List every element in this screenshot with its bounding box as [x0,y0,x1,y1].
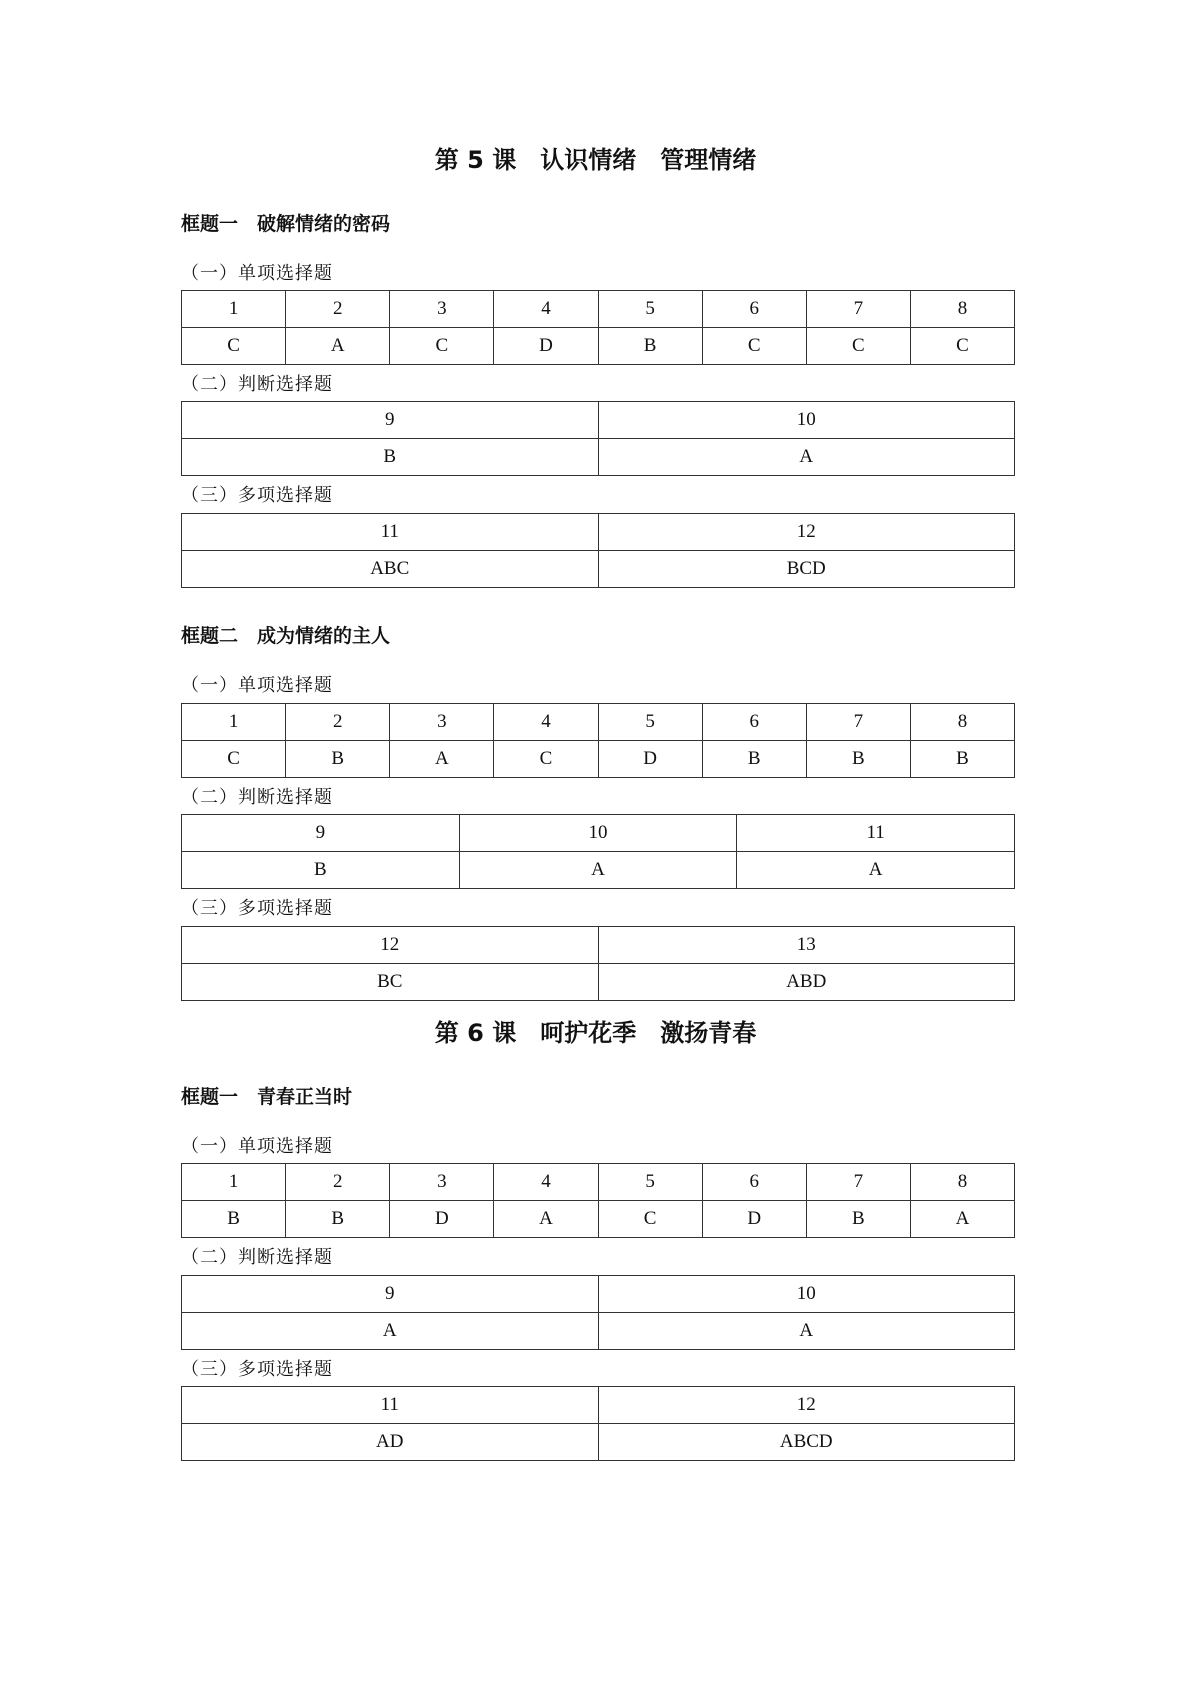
question-number: 9 [182,1276,599,1313]
answer-table [181,926,1015,1001]
answer-row [182,1424,1015,1461]
question-number: 2 [286,704,390,741]
answer-cell: C [182,328,286,365]
question-number-row [182,927,1015,964]
answer-cell: ABC [182,551,599,588]
question-number: 10 [598,402,1015,439]
question-number: 11 [182,514,599,551]
section-label: （三）多项选择题 [181,898,333,919]
section-label: （一）单项选择题 [181,263,333,284]
answer-cell: C [390,328,494,365]
question-number: 11 [737,815,1015,852]
frame-title: 框题一 破解情绪的密码 [181,213,391,235]
answer-cell: A [494,1201,598,1238]
answer-cell: B [286,1201,390,1238]
question-number: 8 [910,704,1014,741]
answer-cell: D [598,741,702,778]
question-number: 6 [702,291,806,328]
question-number: 13 [598,927,1015,964]
answer-cell: A [286,328,390,365]
answer-cell: B [806,1201,910,1238]
question-number: 3 [390,291,494,328]
answer-cell: A [459,852,737,889]
answer-cell: ABD [598,964,1015,1001]
answer-row [182,1313,1015,1350]
answer-table [181,401,1015,476]
answer-table [181,290,1015,365]
question-number-row [182,1387,1015,1424]
question-number: 3 [390,704,494,741]
answer-cell: A [182,1313,599,1350]
question-number: 2 [286,1164,390,1201]
answer-cell: BCD [598,551,1015,588]
answer-cell: B [702,741,806,778]
question-number: 6 [702,704,806,741]
answer-cell: B [182,439,599,476]
section-label: （三）多项选择题 [181,1359,333,1380]
answer-row [182,439,1015,476]
question-number: 4 [494,291,598,328]
answer-cell: C [494,741,598,778]
frame-title: 框题一 青春正当时 [181,1086,353,1108]
answer-row [182,551,1015,588]
question-number: 2 [286,291,390,328]
answer-cell: B [598,328,702,365]
question-number: 7 [806,1164,910,1201]
question-number-row [182,704,1015,741]
answer-table [181,814,1015,889]
answer-table [181,1275,1015,1350]
question-number: 9 [182,402,599,439]
question-number: 7 [806,704,910,741]
question-number: 12 [182,927,599,964]
answer-cell: C [182,741,286,778]
answer-cell: B [910,741,1014,778]
section-label: （一）单项选择题 [181,1136,333,1157]
question-number-row [182,815,1015,852]
question-number-row [182,291,1015,328]
question-number: 12 [598,514,1015,551]
section-label: （二）判断选择题 [181,1247,333,1268]
answer-cell: C [910,328,1014,365]
answer-cell: AD [182,1424,599,1461]
question-number: 6 [702,1164,806,1201]
answer-cell: BC [182,964,599,1001]
lesson-title: 第 5 课 认识情绪 管理情绪 [434,146,757,174]
answer-cell: D [702,1201,806,1238]
frame-title: 框题二 成为情绪的主人 [181,625,391,647]
question-number: 10 [459,815,737,852]
answer-cell: A [598,1313,1015,1350]
answer-cell: A [910,1201,1014,1238]
answer-row [182,328,1015,365]
answer-cell: D [494,328,598,365]
question-number: 8 [910,1164,1014,1201]
question-number: 5 [598,1164,702,1201]
question-number: 4 [494,704,598,741]
question-number: 1 [182,291,286,328]
answer-row [182,852,1015,889]
answer-row [182,1201,1015,1238]
answer-cell: C [598,1201,702,1238]
answer-cell: D [390,1201,494,1238]
answer-cell: B [182,1201,286,1238]
answer-table [181,1163,1015,1238]
question-number-row [182,1276,1015,1313]
answer-cell: A [598,439,1015,476]
question-number: 12 [598,1387,1015,1424]
question-number: 5 [598,291,702,328]
answer-table [181,703,1015,778]
answer-cell: C [702,328,806,365]
question-number: 8 [910,291,1014,328]
answer-row [182,964,1015,1001]
answer-cell: B [806,741,910,778]
question-number: 1 [182,704,286,741]
answer-table [181,1386,1015,1461]
question-number: 3 [390,1164,494,1201]
question-number: 9 [182,815,460,852]
question-number: 5 [598,704,702,741]
question-number: 4 [494,1164,598,1201]
section-label: （二）判断选择题 [181,787,333,808]
answer-cell: B [286,741,390,778]
lesson-title: 第 6 课 呵护花季 激扬青春 [434,1019,757,1047]
question-number: 10 [598,1276,1015,1313]
section-label: （三）多项选择题 [181,485,333,506]
answer-cell: C [806,328,910,365]
answer-cell: A [390,741,494,778]
question-number: 11 [182,1387,599,1424]
question-number: 7 [806,291,910,328]
question-number-row [182,1164,1015,1201]
question-number-row [182,402,1015,439]
section-label: （一）单项选择题 [181,675,333,696]
question-number: 1 [182,1164,286,1201]
section-label: （二）判断选择题 [181,374,333,395]
answer-row [182,741,1015,778]
answer-table [181,513,1015,588]
answer-cell: ABCD [598,1424,1015,1461]
question-number-row [182,514,1015,551]
answer-cell: B [182,852,460,889]
answer-cell: A [737,852,1015,889]
